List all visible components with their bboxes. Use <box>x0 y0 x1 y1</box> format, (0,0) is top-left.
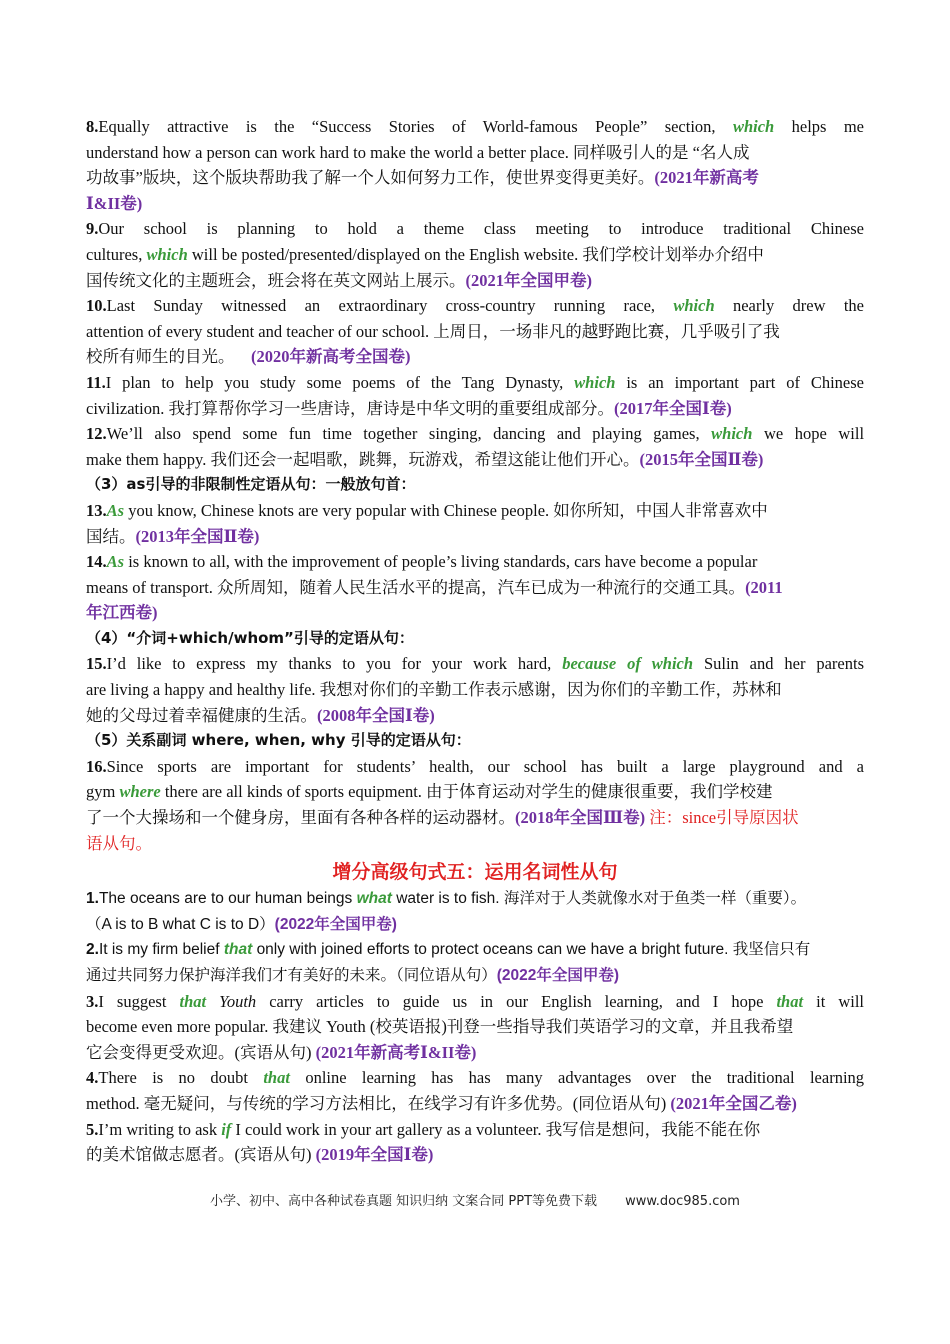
s5-item-3-line-1 <box>86 989 864 1015</box>
item-9-line-3 <box>86 268 864 294</box>
text: 功故事”版块，这个版块帮助我了解一个人如何努力工作，使世界变得更美好。 <box>86 168 655 188</box>
item-10-line-3 <box>86 344 864 370</box>
item-number: 3. <box>86 991 99 1011</box>
text: 通过共同努力保护海洋我们才有美好的未来。（同位语从句） <box>86 967 497 984</box>
page-footer <box>0 1190 950 1209</box>
italic-text: Youth <box>219 991 257 1011</box>
text: 她的父母过着幸福健康的生活。 <box>86 705 317 725</box>
subheading-4: （4）“介词+which/whom”引导的定语从句： <box>86 628 414 647</box>
item-number: 1. <box>86 890 99 908</box>
text: nearly drew the <box>732 296 864 316</box>
text: It is my firm belief <box>98 941 220 959</box>
item-14-line-2 <box>86 575 864 601</box>
source-tag: (2018年全国Ⅲ卷) <box>515 808 646 828</box>
subheading-3: （3）as引导的非限制性定语从句：一般放句首： <box>86 475 416 494</box>
text: Equally attractive is the “Success Stories of World-famous People” section, <box>98 117 716 136</box>
text: water is to fish. 海洋对于人类就像水对于鱼类一样（重要）。 <box>396 890 807 908</box>
text: I suggest <box>98 991 167 1011</box>
text: is known to all, with the improvement of people’s living standards, cars have become a popular <box>128 552 758 572</box>
item-number: 5. <box>86 1119 99 1139</box>
s5-item-5-line-1 <box>86 1117 864 1143</box>
item-9-line-1 <box>86 216 864 242</box>
keyword: As <box>106 500 125 520</box>
item-16-line-2 <box>86 779 864 805</box>
source-tag: (2020年新高考全国卷) <box>251 347 411 367</box>
item-number: 4. <box>86 1068 99 1088</box>
item-12-line-2 <box>86 447 864 473</box>
section-5-items <box>86 886 864 1168</box>
keyword: which <box>574 372 616 392</box>
item-number: 14. <box>86 552 107 572</box>
text: 校所有师生的目光。 <box>86 347 235 367</box>
item-8-line-4 <box>86 191 864 217</box>
keyword: because of which <box>562 654 694 674</box>
s5-item-2-line-2 <box>86 963 864 989</box>
text: There is no doubt <box>98 1068 248 1088</box>
item-13-line-2 <box>86 524 864 550</box>
source-tag: Ⅰ&II卷) <box>86 193 143 213</box>
keyword: which <box>711 424 753 444</box>
text: （A is to B what C is to D） <box>86 915 275 933</box>
s5-item-4-line-1 <box>86 1065 864 1091</box>
text: 它会变得更受欢迎。(宾语从句) <box>86 1042 312 1062</box>
item-number: 13. <box>86 500 107 520</box>
item-11-line-2 <box>86 396 864 422</box>
item-15-line-3 <box>86 703 864 729</box>
text: only with joined efforts to protect oceans can we have a bright future. 我坚信只有 <box>256 941 811 959</box>
keyword: if <box>221 1119 232 1139</box>
source-tag: (2017年全国Ⅰ卷) <box>613 398 732 418</box>
item-11-line-1 <box>86 370 864 396</box>
keyword: where <box>119 782 161 802</box>
source-tag: (2021年全国甲卷) <box>465 270 592 290</box>
footer-text: 小学、初中、高中各种试卷真题 知识归纳 文案合同 PPT等免费下载 <box>210 1194 598 1209</box>
keyword: which <box>673 296 715 316</box>
item-number: 10. <box>86 296 107 316</box>
item-8-line-2: understand how a person can work hard to make the world a better place. 同样吸引人的是 “名人成 <box>86 142 750 162</box>
source-tag: (2021年全国乙卷) <box>670 1093 797 1113</box>
item-16-line-4 <box>86 831 864 857</box>
text: online learning has has many advantages over the traditional learning <box>305 1068 865 1088</box>
source-tag: (2011 <box>745 577 783 597</box>
keyword: As <box>106 552 125 572</box>
document-body <box>86 114 864 1168</box>
item-14-line-1 <box>86 549 864 575</box>
text: you know, Chinese knots are very popular with Chinese people. 如你所知，中国人非常喜欢中 <box>128 500 768 520</box>
note: 注：since引导原因状 <box>649 808 799 828</box>
item-number: 12. <box>86 424 107 444</box>
item-number: 9. <box>86 219 99 239</box>
item-14-line-3 <box>86 600 864 626</box>
text: make them happy. 我们还会一起唱歌，跳舞，玩游戏，希望这能让他们开心。 <box>86 449 640 469</box>
text: Last Sunday witnessed an extraordinary cross-country running race, <box>106 296 656 316</box>
source-tag: 年江西卷) <box>86 603 158 623</box>
item-15-line-2: are living a happy and healthy life. 我想对你们的辛勤工作表示感谢，因为你们的辛勤工作，苏林和 <box>86 680 782 700</box>
subheading-5: （5）关系副词 where, when, why 引导的定语从句： <box>86 731 471 750</box>
s5-item-3-line-2: become even more popular. 我建议 Youth (校英语报)刊登一些指导我们英语学习的文章，并且我希望 <box>86 1017 794 1037</box>
keyword: what <box>356 890 392 908</box>
item-8-line-3 <box>86 165 864 191</box>
text: helps me <box>791 117 864 136</box>
s5-item-2-line-1 <box>86 937 864 963</box>
text: The oceans are to our human beings <box>98 890 353 908</box>
source-tag: (2015年全国Ⅱ卷) <box>639 449 764 469</box>
keyword: that <box>776 991 804 1011</box>
item-16-line-3 <box>86 805 864 831</box>
item-12-line-1 <box>86 421 864 447</box>
section-title: 增分高级句式五：运用名词性从句 <box>332 861 618 884</box>
text: is an important part of Chinese <box>626 372 864 392</box>
source-tag: (2019年全国Ⅰ卷) <box>315 1145 434 1165</box>
text: I’d like to express my thanks to you for your work hard, <box>106 654 552 674</box>
source-tag: (2008年全国Ⅰ卷) <box>317 705 435 725</box>
text: will be posted/presented/displayed on the English website. 我们学校计划举办介绍中 <box>191 244 764 264</box>
text: I plan to help you study some poems of the Tang Dynasty, <box>105 372 564 392</box>
item-number: 8. <box>86 117 99 136</box>
source-tag: (2022年全国甲卷) <box>496 967 620 984</box>
s5-item-1-line-1 <box>86 886 864 912</box>
keyword: which <box>732 117 775 136</box>
source-tag: (2013年全国Ⅱ卷) <box>135 526 260 546</box>
keyword: that <box>223 941 253 959</box>
text: it will <box>816 991 865 1011</box>
item-15-line-1 <box>86 651 864 677</box>
item-number: 11. <box>86 372 106 392</box>
text: 国传统文化的主题班会，班会将在英文网站上展示。 <box>86 270 466 290</box>
footer-url[interactable]: www.doc985.com <box>625 1194 740 1209</box>
item-number: 16. <box>86 756 107 776</box>
text: Sulin and her parents <box>703 654 864 674</box>
keyword: that <box>263 1068 290 1088</box>
text: gym <box>86 782 116 802</box>
item-number: 2. <box>86 941 99 959</box>
keyword: which <box>146 244 188 264</box>
source-tag: (2022年全国甲卷) <box>274 915 397 933</box>
text: We’ll also spend some fun time together singing, dancing and playing games, <box>106 424 700 444</box>
s5-item-5-line-2 <box>86 1142 864 1168</box>
text: there are all kinds of sports equipment. 由于体育运动对学生的健康很重要，我们学校建 <box>164 782 773 802</box>
text: Our school is planning to hold a theme class meeting to introduce traditional Chinese <box>98 219 864 239</box>
text: means of transport. 众所周知，随着人民生活水平的提高，汽车已成为一种流行的交通工具。 <box>86 577 746 597</box>
text: 了一个大操场和一个健身房，里面有各种各样的运动器材。 <box>86 808 515 828</box>
text: cultures, <box>86 244 143 264</box>
text: civilization. 我打算帮你学习一些唐诗，唐诗是中华文明的重要组成部分。 <box>86 398 614 418</box>
item-10-line-1 <box>86 293 864 319</box>
note: 语从句。 <box>86 833 152 853</box>
text: I’m writing to ask <box>98 1119 218 1139</box>
text: method. 毫无疑问，与传统的学习方法相比，在线学习有许多优势。(同位语从句) <box>86 1093 667 1113</box>
item-8-line-1 <box>86 114 864 140</box>
text: Since sports are important for students’ health, our school has built a large playground and a <box>106 756 864 776</box>
item-9-line-2 <box>86 242 864 268</box>
s5-item-1-line-2 <box>86 912 864 938</box>
source-tag: (2021年新高考 <box>654 168 759 188</box>
source-tag: (2021年新高考Ⅰ&II卷) <box>315 1042 477 1062</box>
item-number: 15. <box>86 654 107 674</box>
text: 的美术馆做志愿者。(宾语从句) <box>86 1145 312 1165</box>
text: I could work in your art gallery as a volunteer. 我写信是想问，我能不能在你 <box>235 1119 761 1139</box>
text: we hope will <box>763 424 865 444</box>
text: carry articles to guide us in our English learning, and I hope <box>269 991 764 1011</box>
keyword: that <box>179 991 207 1011</box>
text: 国结。 <box>86 526 136 546</box>
s5-item-3-line-3 <box>86 1040 864 1066</box>
item-16-line-1 <box>86 754 864 780</box>
item-10-line-2: attention of every student and teacher of our school. 上周日，一场非凡的越野跑比赛，几乎吸引了我 <box>86 321 780 341</box>
item-13-line-1 <box>86 498 864 524</box>
s5-item-4-line-2 <box>86 1091 864 1117</box>
